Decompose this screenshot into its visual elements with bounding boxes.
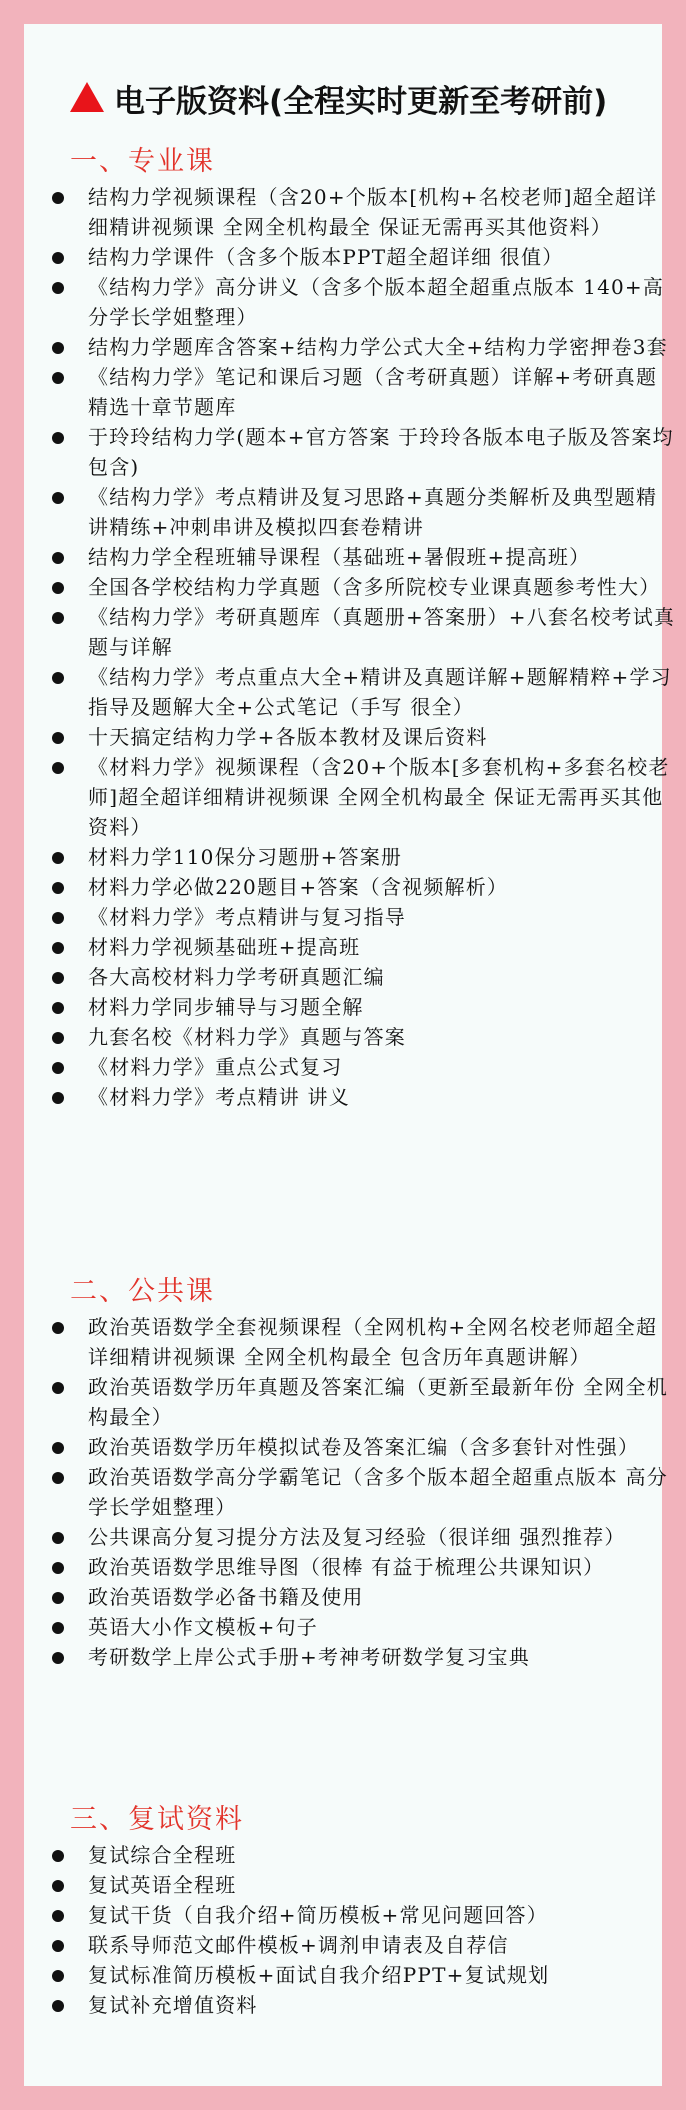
bullet-icon: [52, 1442, 64, 1454]
section-heading: 一、专业课: [70, 146, 215, 177]
bullet-icon: [52, 1032, 64, 1044]
list-item: [48, 272, 678, 332]
bullet-icon: [52, 912, 64, 924]
list-item-text: 九套名校《材料力学》真题与答案: [88, 1025, 406, 1049]
list-item-text: 政治英语数学历年模拟试卷及答案汇编（含多套针对性强）: [88, 1435, 640, 1459]
list-item-text: 考研数学上岸公式手册+考神考研数学复习宝典: [88, 1645, 530, 1669]
bullet-icon: [52, 1592, 64, 1604]
list-item-text: 《结构力学》高分讲义（含多个版本超全超重点版本 140+高分学长学姐整理）: [88, 275, 665, 329]
list-item: [48, 932, 678, 962]
list-item: [48, 422, 678, 482]
list-item: [48, 752, 678, 842]
bullet-icon: [52, 432, 64, 444]
list-item: [48, 362, 678, 422]
list-item-text: 材料力学必做220题目+答案（含视频解析）: [88, 875, 509, 899]
item-list: [48, 182, 678, 1112]
list-item-text: 复试补充增值资料: [88, 1993, 258, 2017]
bullet-icon: [52, 372, 64, 384]
bullet-icon: [52, 282, 64, 294]
list-item: [48, 1552, 678, 1582]
bullet-icon: [52, 1322, 64, 1334]
list-item-text: 结构力学题库含答案+结构力学公式大全+结构力学密押卷3套: [88, 335, 668, 359]
list-item-text: 结构力学全程班辅导课程（基础班+暑假班+提高班）: [88, 545, 591, 569]
list-item-text: 复试标准简历模板+面试自我介绍PPT+复试规划: [88, 1963, 550, 1987]
list-item: [48, 1900, 678, 1930]
list-item-text: 公共课高分复习提分方法及复习经验（很详细 强烈推荐）: [88, 1525, 626, 1549]
list-item: [48, 242, 678, 272]
list-item-text: 结构力学视频课程（含20+个版本[机构+名校老师]超全超详细精讲视频课 全网全机构最全 保证无需再买其他资料）: [88, 185, 658, 239]
bullet-icon: [52, 882, 64, 894]
section-retest: [48, 1800, 678, 2020]
item-list: [48, 1312, 678, 1672]
list-item-text: 材料力学同步辅导与习题全解: [88, 995, 364, 1019]
list-item: [48, 1930, 678, 1960]
list-item-text: 复试英语全程班: [88, 1873, 237, 1897]
bullet-icon: [52, 492, 64, 504]
list-item: [48, 1312, 678, 1372]
list-item-text: 政治英语数学必备书籍及使用: [88, 1585, 364, 1609]
list-item-text: 十天搞定结构力学+各版本教材及课后资料: [88, 725, 488, 749]
list-item: [48, 722, 678, 752]
bullet-icon: [52, 1850, 64, 1862]
list-item: [48, 602, 678, 662]
list-item: [48, 1870, 678, 1900]
list-item-text: 《材料力学》考点精讲与复习指导: [88, 905, 406, 929]
list-item-text: 政治英语数学思维导图（很棒 有益于梳理公共课知识）: [88, 1555, 605, 1579]
list-item: [48, 962, 678, 992]
list-item: [48, 1022, 678, 1052]
bullet-icon: [52, 1880, 64, 1892]
list-item: [48, 1432, 678, 1462]
bullet-icon: [52, 1092, 64, 1104]
bullet-icon: [52, 1532, 64, 1544]
bullet-icon: [52, 1472, 64, 1484]
list-item: [48, 902, 678, 932]
bullet-icon: [52, 672, 64, 684]
list-item-text: 政治英语数学全套视频课程（全网机构+全网名校老师超全超详细精讲视频课 全网全机构最全 包含历年真题讲解）: [88, 1315, 658, 1369]
bullet-icon: [52, 1062, 64, 1074]
bullet-icon: [52, 762, 64, 774]
list-item: [48, 872, 678, 902]
section-public: [48, 1272, 678, 1672]
list-item: [48, 662, 678, 722]
bullet-icon: [52, 342, 64, 354]
title-text: 电子版资料(全程实时更新至考研前): [114, 84, 608, 120]
list-item-text: 《材料力学》视频课程（含20+个版本[多套机构+多套名校老师]超全超详细精讲视频课 全网全机构最全 保证无需再买其他资料）: [88, 755, 670, 839]
bullet-icon: [52, 2000, 64, 2012]
list-item-text: 材料力学110保分习题册+答案册: [88, 845, 403, 869]
list-item-text: 结构力学课件（含多个版本PPT超全超详细 很值）: [88, 245, 564, 269]
warning-triangle-icon: [70, 82, 104, 112]
list-item-text: 联系导师范文邮件模板+调剂申请表及自荐信: [88, 1933, 509, 1957]
list-item: [48, 572, 678, 602]
bullet-icon: [52, 1622, 64, 1634]
bullet-icon: [52, 1652, 64, 1664]
list-item-text: 《材料力学》重点公式复习: [88, 1055, 343, 1079]
list-item: [48, 182, 678, 242]
list-item: [48, 1990, 678, 2020]
list-item-text: 复试综合全程班: [88, 1843, 237, 1867]
list-item-text: 政治英语数学高分学霸笔记（含多个版本超全超重点版本 高分学长学姐整理）: [88, 1465, 668, 1519]
section-professional: [48, 142, 678, 1112]
bullet-icon: [52, 552, 64, 564]
list-item-text: 政治英语数学历年真题及答案汇编（更新至最新年份 全网全机构最全）: [88, 1375, 668, 1429]
list-item: [48, 1462, 678, 1522]
list-item: [48, 1642, 678, 1672]
list-item: [48, 1522, 678, 1552]
bullet-icon: [52, 1382, 64, 1394]
section-heading: 三、复试资料: [70, 1804, 244, 1835]
list-item-text: 英语大小作文模板+句子: [88, 1615, 318, 1639]
list-item-text: 于玲玲结构力学(题本+官方答案 于玲玲各版本电子版及答案均包含): [88, 425, 674, 479]
list-item-text: 全国各学校结构力学真题（含多所院校专业课真题参考性大）: [88, 575, 661, 599]
bullet-icon: [52, 582, 64, 594]
bullet-icon: [52, 1002, 64, 1014]
bullet-icon: [52, 732, 64, 744]
list-item: [48, 1082, 678, 1112]
list-item-text: 《结构力学》考点精讲及复习思路+真题分类解析及典型题精讲精练+冲刺串讲及模拟四套卷精讲: [88, 485, 658, 539]
list-item: [48, 1052, 678, 1082]
list-item-text: 《材料力学》考点精讲 讲义: [88, 1085, 350, 1109]
list-item-text: 复试干货（自我介绍+简历模板+常见问题回答）: [88, 1903, 548, 1927]
list-item: [48, 1840, 678, 1870]
list-item: [48, 1960, 678, 1990]
bullet-icon: [52, 612, 64, 624]
list-item-text: 各大高校材料力学考研真题汇编: [88, 965, 385, 989]
document-title: [70, 76, 607, 121]
bullet-icon: [52, 852, 64, 864]
list-item: [48, 332, 678, 362]
list-item-text: 《结构力学》笔记和课后习题（含考研真题）详解+考研真题精选十章节题库: [88, 365, 658, 419]
item-list: [48, 1840, 678, 2020]
list-item: [48, 542, 678, 572]
bullet-icon: [52, 972, 64, 984]
list-item: [48, 1612, 678, 1642]
bullet-icon: [52, 192, 64, 204]
bullet-icon: [52, 1910, 64, 1922]
bullet-icon: [52, 252, 64, 264]
bullet-icon: [52, 1562, 64, 1574]
list-item: [48, 1582, 678, 1612]
list-item-text: 《结构力学》考点重点大全+精讲及真题详解+题解精粹+学习指导及题解大全+公式笔记（手写 很全）: [88, 665, 672, 719]
list-item: [48, 992, 678, 1022]
bullet-icon: [52, 942, 64, 954]
bullet-icon: [52, 1970, 64, 1982]
list-item: [48, 482, 678, 542]
list-item: [48, 842, 678, 872]
bullet-icon: [52, 1940, 64, 1952]
list-item-text: 材料力学视频基础班+提高班: [88, 935, 361, 959]
section-heading: 二、公共课: [70, 1276, 215, 1307]
list-item: [48, 1372, 678, 1432]
list-item-text: 《结构力学》考研真题库（真题册+答案册）+八套名校考试真题与详解: [88, 605, 676, 659]
document-card: [24, 24, 676, 2086]
